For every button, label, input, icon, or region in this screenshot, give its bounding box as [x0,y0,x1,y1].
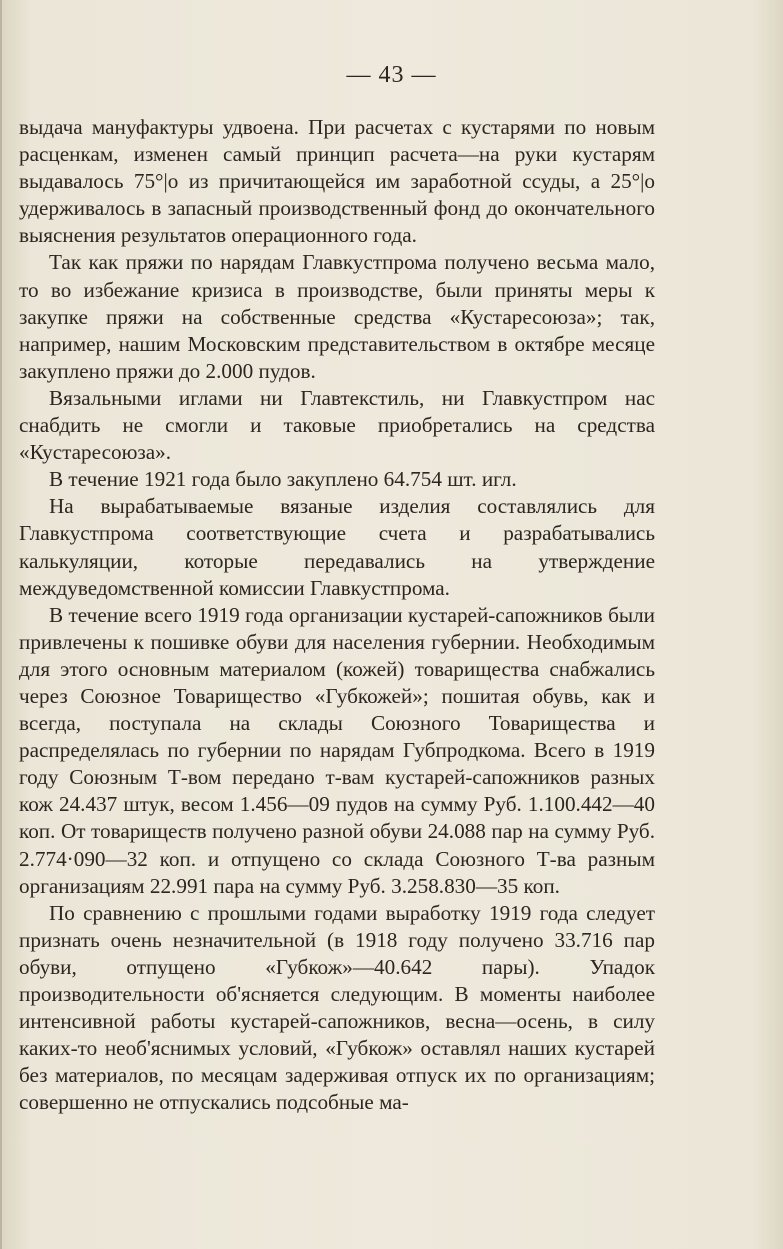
paragraph: выдача мануфактуры удвоена. При расчетах с кустарями по новым расценкам, изменен самый принцип расчета—на руки кустарям выдавалось 75°|о из причитающейся им заработной ссуды, а 25°|о удерживалось в запасный производственный фонд до окончательного выяснения результатов операционного года. [19,115,655,248]
paragraph: Вязальными иглами ни Главтекстиль, ни Главкустпром нас снабдить не смогли и таковые приобретались на средства «Кустаресоюза». [19,385,655,465]
body-text [19,114,655,1116]
page-number: — 43 — [346,62,437,88]
paragraph: По сравнению с прошлыми годами выработку 1919 года следует признать очень незначительной (в 1918 году получено 33.716 пар обуви, отпущено «Губкож»—40.642 пары). Упадок производительности об'ясняется следующим. В моменты наиболее интенсивной работы кустарей-сапожников, весна—осень, в силу каких-то необ'яснимых условий, «Губкож» оставлял наших кустарей без материалов, по месяцам задерживая отпуск их по организациям; совершенно не отпускались подсобные ма- [19,900,655,1115]
paragraph: В течение 1921 года было закуплено 64.754 шт. игл. [49,467,517,492]
page-left-edge [0,0,2,1249]
paragraph: В течение всего 1919 года организации кустарей-сапожников были привлечены к пошивке обуви для населения губернии. Необходимым для этого основным материалом (кожей) товарищества снабжались через Союзное Товарищество «Губкожей»; пошитая обувь, как и всегда, поступала на склады Союзного Товарищества и распределялась по губернии по нарядам Губпродкома. Всего в 1919 году Союзным Т-вом передано т-вам кустарей-сапожников разных кож 24.437 штук, весом 1.456—09 пудов на сумму Руб. 1.100.442—40 коп. От товариществ получено разной обуви 24.088 пар на сумму Руб. 2.774·090—32 коп. и отпущено со склада Союзного Т-ва разным организациям 22.991 пара на сумму Руб. 3.258.830—35 коп. [19,602,655,898]
paragraph: Так как пряжи по нарядам Главкустпрома получено весьма мало, то во избежание кризиса в производстве, были приняты меры к закупке пряжи на собственные средства «Кустаресоюза»; так, например, нашим Московским представительством в октябре месяце закуплено пряжи до 2.000 пудов. [19,250,655,383]
paragraph: На вырабатываемые вязаные изделия составлялись для Главкустпрома соответствующие счета и разрабатывались калькуляции, которые передавались на утверждение междуведомственной комиссии Главкустпрома. [19,494,655,600]
